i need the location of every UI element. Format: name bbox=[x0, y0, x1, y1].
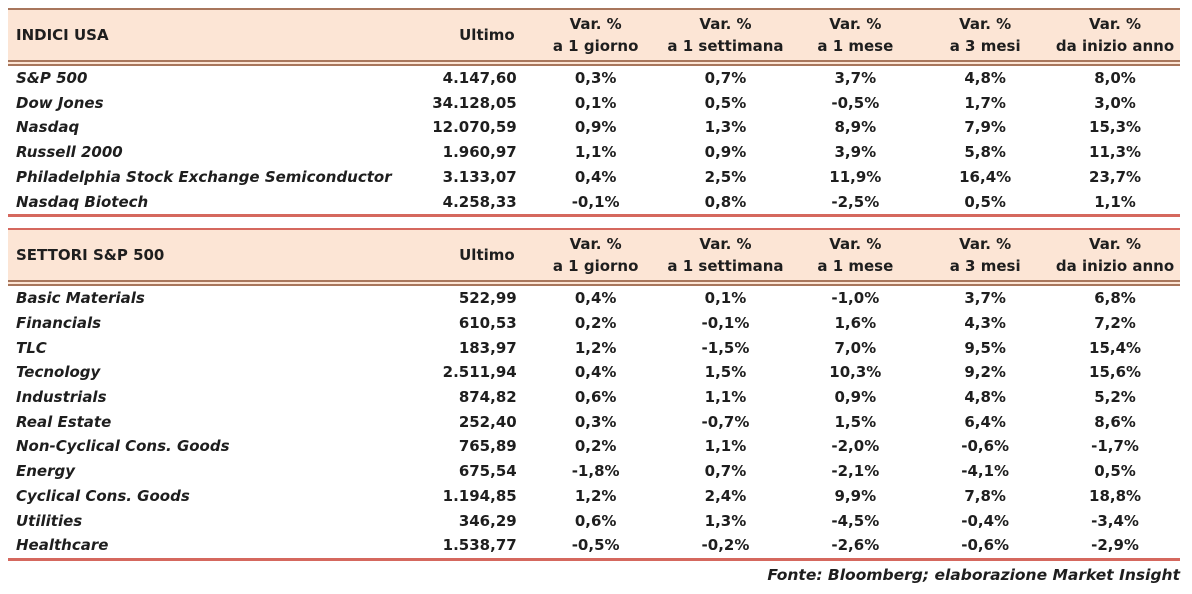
var-value: 8,6% bbox=[1094, 412, 1136, 431]
var-value: 1,3% bbox=[704, 118, 747, 137]
table-row bbox=[8, 434, 1180, 459]
var-value: 1,6% bbox=[834, 313, 877, 332]
var-value: 6,8% bbox=[1094, 289, 1136, 308]
table-row bbox=[8, 484, 1180, 509]
var-value: -1,0% bbox=[831, 289, 880, 308]
var-value: 0,7% bbox=[704, 462, 747, 481]
var-label-line2: a 1 mese bbox=[817, 257, 894, 276]
column-header-var-1-giorno bbox=[531, 8, 661, 66]
ultimo-value: 3.133,07 bbox=[442, 167, 517, 186]
column-header-var-1-mese bbox=[790, 8, 920, 66]
var-value: -0,5% bbox=[831, 93, 880, 112]
row-label: Financials bbox=[16, 313, 102, 332]
var-value: 0,9% bbox=[704, 143, 747, 162]
table-row bbox=[8, 533, 1180, 561]
var-value: 0,5% bbox=[704, 93, 747, 112]
var-value: 0,3% bbox=[574, 412, 617, 431]
var-value: 0,5% bbox=[1094, 462, 1136, 481]
var-value: -0,7% bbox=[701, 412, 750, 431]
var-value: 4,3% bbox=[964, 313, 1006, 332]
table-row bbox=[8, 360, 1180, 385]
column-header-ultimo: Ultimo bbox=[395, 8, 531, 66]
var-label-line2: a 3 mesi bbox=[949, 257, 1021, 276]
var-value: -2,0% bbox=[831, 437, 880, 456]
var-label-line1: Var. % bbox=[569, 235, 622, 254]
ultimo-value: 183,97 bbox=[458, 338, 517, 357]
var-label-line2: a 1 settimana bbox=[667, 257, 784, 276]
var-value: 3,9% bbox=[834, 143, 877, 162]
ultimo-value: 4.258,33 bbox=[395, 190, 531, 218]
row-label: Basic Materials bbox=[16, 289, 145, 308]
ultimo-value: 675,54 bbox=[458, 462, 517, 481]
var-value: 0,6% bbox=[574, 511, 617, 530]
ultimo-value: 522,99 bbox=[458, 289, 517, 308]
var-value: 7,0% bbox=[834, 338, 877, 357]
var-value: 7,9% bbox=[964, 118, 1006, 137]
table-title: SETTORI S&P 500 bbox=[8, 228, 395, 286]
var-value: 1,1% bbox=[574, 143, 617, 162]
var-label-line1: Var. % bbox=[829, 235, 882, 254]
table-row bbox=[8, 336, 1180, 361]
var-value: 6,4% bbox=[964, 412, 1006, 431]
column-header-var-1-giorno bbox=[531, 228, 661, 286]
var-value: 9,9% bbox=[834, 486, 877, 505]
var-label-line2: da inizio anno bbox=[1055, 37, 1175, 55]
var-value: -0,2% bbox=[661, 533, 791, 561]
var-value: 15,4% bbox=[1089, 338, 1142, 357]
row-label: Nasdaq bbox=[16, 118, 80, 137]
var-value: 18,8% bbox=[1089, 486, 1142, 505]
table-row bbox=[8, 115, 1180, 140]
ultimo-value: 2.511,94 bbox=[442, 363, 517, 382]
ultimo-value: 4.147,60 bbox=[442, 69, 517, 87]
row-label: S&P 500 bbox=[16, 69, 88, 87]
var-value: 23,7% bbox=[1089, 167, 1142, 186]
var-value: 11,9% bbox=[829, 167, 882, 186]
column-header-var-1-mese bbox=[790, 228, 920, 286]
var-value: 0,5% bbox=[920, 190, 1050, 218]
var-value: 1,2% bbox=[574, 486, 617, 505]
header-row bbox=[8, 228, 1180, 286]
var-value: 4,8% bbox=[964, 388, 1006, 407]
column-header-var-1-settimana bbox=[661, 228, 791, 286]
source-note: Fonte: Bloomberg; elaborazione Market Insight bbox=[767, 565, 1180, 584]
var-value: 9,2% bbox=[964, 363, 1006, 382]
var-value: 1,3% bbox=[704, 511, 747, 530]
row-label: Industrials bbox=[16, 388, 107, 407]
var-value: 0,9% bbox=[574, 118, 617, 137]
table-row bbox=[8, 140, 1180, 165]
var-value: -0,6% bbox=[920, 533, 1050, 561]
var-value: 3,7% bbox=[834, 69, 877, 87]
row-label: Energy bbox=[16, 462, 76, 481]
var-value: -1,8% bbox=[571, 462, 620, 481]
table-title: INDICI USA bbox=[8, 8, 395, 66]
var-value: -4,5% bbox=[831, 511, 880, 530]
var-value: 0,4% bbox=[574, 289, 617, 308]
ultimo-value: 346,29 bbox=[458, 511, 517, 530]
var-value: 8,9% bbox=[834, 118, 877, 137]
column-header-var-inizio-anno bbox=[1050, 8, 1180, 66]
ultimo-value: 874,82 bbox=[458, 388, 517, 407]
var-value: -3,4% bbox=[1091, 511, 1139, 530]
var-label-line2: da inizio anno bbox=[1055, 257, 1175, 276]
var-value: 0,9% bbox=[834, 388, 877, 407]
row-label: Utilities bbox=[16, 511, 83, 530]
var-value: 1,1% bbox=[704, 437, 747, 456]
var-label-line1: Var. % bbox=[1088, 15, 1142, 33]
ultimo-value: 1.960,97 bbox=[442, 143, 517, 162]
indici-usa-table bbox=[8, 8, 1180, 217]
var-label-line2: a 1 giorno bbox=[552, 257, 639, 276]
var-label-line1: Var. % bbox=[959, 15, 1012, 33]
table-row bbox=[8, 459, 1180, 484]
table-gap bbox=[8, 217, 1180, 228]
column-header-var-3-mesi bbox=[920, 228, 1050, 286]
var-value: 0,2% bbox=[574, 313, 617, 332]
var-label-line1: Var. % bbox=[569, 15, 622, 33]
row-label: Philadelphia Stock Exchange Semiconductor bbox=[16, 167, 392, 186]
row-label: Dow Jones bbox=[16, 93, 104, 112]
var-label-line2: a 1 giorno bbox=[552, 37, 639, 55]
indici-usa-header bbox=[8, 8, 1180, 66]
ultimo-value: 252,40 bbox=[458, 412, 517, 431]
table-row bbox=[8, 286, 1180, 311]
var-value: 0,1% bbox=[574, 93, 617, 112]
var-value: 16,4% bbox=[959, 167, 1012, 186]
var-value: 3,7% bbox=[964, 289, 1006, 308]
column-header-var-1-settimana bbox=[661, 8, 791, 66]
var-value: 8,0% bbox=[1094, 69, 1136, 87]
var-value: 15,3% bbox=[1089, 118, 1142, 137]
row-label: Non-Cyclical Cons. Goods bbox=[16, 437, 230, 456]
var-value: 4,8% bbox=[964, 69, 1006, 87]
var-value: 11,3% bbox=[1089, 143, 1142, 162]
var-value: -0,1% bbox=[531, 190, 661, 218]
var-value: 1,1% bbox=[704, 388, 747, 407]
row-label: Cyclical Cons. Goods bbox=[16, 486, 190, 505]
var-value: 0,8% bbox=[661, 190, 791, 218]
var-value: -1,7% bbox=[1091, 437, 1139, 456]
column-header-var-3-mesi bbox=[920, 8, 1050, 66]
var-value: 7,8% bbox=[964, 486, 1006, 505]
ultimo-value: 12.070,59 bbox=[432, 118, 517, 137]
var-value: 1,1% bbox=[1050, 190, 1180, 218]
var-value: 0,4% bbox=[574, 167, 617, 186]
ultimo-value: 765,89 bbox=[458, 437, 517, 456]
var-value: 5,2% bbox=[1094, 388, 1136, 407]
var-value: 0,7% bbox=[704, 69, 747, 87]
column-header-var-inizio-anno bbox=[1050, 228, 1180, 286]
var-value: -2,9% bbox=[1050, 533, 1180, 561]
ultimo-value: 34.128,05 bbox=[432, 93, 517, 112]
column-header-ultimo: Ultimo bbox=[395, 228, 531, 286]
var-value: 0,4% bbox=[574, 363, 617, 382]
var-value: 0,6% bbox=[574, 388, 617, 407]
var-value: -2,6% bbox=[790, 533, 920, 561]
var-value: 2,5% bbox=[704, 167, 747, 186]
settori-sp500-table bbox=[8, 228, 1180, 561]
var-label-line2: a 3 mesi bbox=[949, 37, 1021, 55]
var-value: 1,7% bbox=[964, 93, 1006, 112]
var-value: 0,2% bbox=[574, 437, 617, 456]
table-row bbox=[8, 509, 1180, 534]
var-label-line2: a 1 settimana bbox=[667, 37, 784, 55]
ultimo-value: 1.194,85 bbox=[442, 486, 517, 505]
var-value: 1,5% bbox=[704, 363, 747, 382]
row-label: Real Estate bbox=[16, 412, 112, 431]
var-label-line1: Var. % bbox=[959, 235, 1012, 254]
var-value: -0,6% bbox=[961, 437, 1010, 456]
var-value: -0,4% bbox=[961, 511, 1010, 530]
table-row bbox=[8, 190, 1180, 218]
var-label-line1: Var. % bbox=[699, 15, 752, 33]
table-row bbox=[8, 165, 1180, 190]
table-row bbox=[8, 385, 1180, 410]
var-label-line1: Var. % bbox=[829, 15, 882, 33]
row-label: Healthcare bbox=[8, 533, 395, 561]
row-label: Russell 2000 bbox=[16, 143, 123, 162]
var-value: -1,5% bbox=[701, 338, 750, 357]
row-label: Tecnology bbox=[16, 363, 101, 382]
header-row bbox=[8, 8, 1180, 66]
var-label-line1: Var. % bbox=[1088, 235, 1142, 254]
ultimo-value: 610,53 bbox=[458, 313, 517, 332]
var-value: 1,2% bbox=[574, 338, 617, 357]
var-value: -0,5% bbox=[531, 533, 661, 561]
var-value: 10,3% bbox=[829, 363, 882, 382]
settori-sp500-header bbox=[8, 228, 1180, 286]
var-value: 15,6% bbox=[1089, 363, 1142, 382]
table-row bbox=[8, 66, 1180, 91]
row-label: TLC bbox=[16, 338, 47, 357]
var-value: -0,1% bbox=[701, 313, 750, 332]
var-value: 0,1% bbox=[704, 289, 747, 308]
var-value: 3,0% bbox=[1094, 93, 1136, 112]
var-label-line2: a 1 mese bbox=[817, 37, 894, 55]
row-label: Nasdaq Biotech bbox=[8, 190, 395, 218]
var-value: 0,3% bbox=[574, 69, 617, 87]
var-label-line1: Var. % bbox=[699, 235, 752, 254]
ultimo-value: 1.538,77 bbox=[395, 533, 531, 561]
var-value: -2,1% bbox=[831, 462, 880, 481]
var-value: 5,8% bbox=[964, 143, 1006, 162]
table-row bbox=[8, 410, 1180, 435]
table-row bbox=[8, 91, 1180, 116]
var-value: 2,4% bbox=[704, 486, 747, 505]
var-value: 1,5% bbox=[834, 412, 877, 431]
var-value: -4,1% bbox=[961, 462, 1010, 481]
var-value: -2,5% bbox=[790, 190, 920, 218]
var-value: 9,5% bbox=[964, 338, 1006, 357]
table-row bbox=[8, 311, 1180, 336]
var-value: 7,2% bbox=[1094, 313, 1136, 332]
